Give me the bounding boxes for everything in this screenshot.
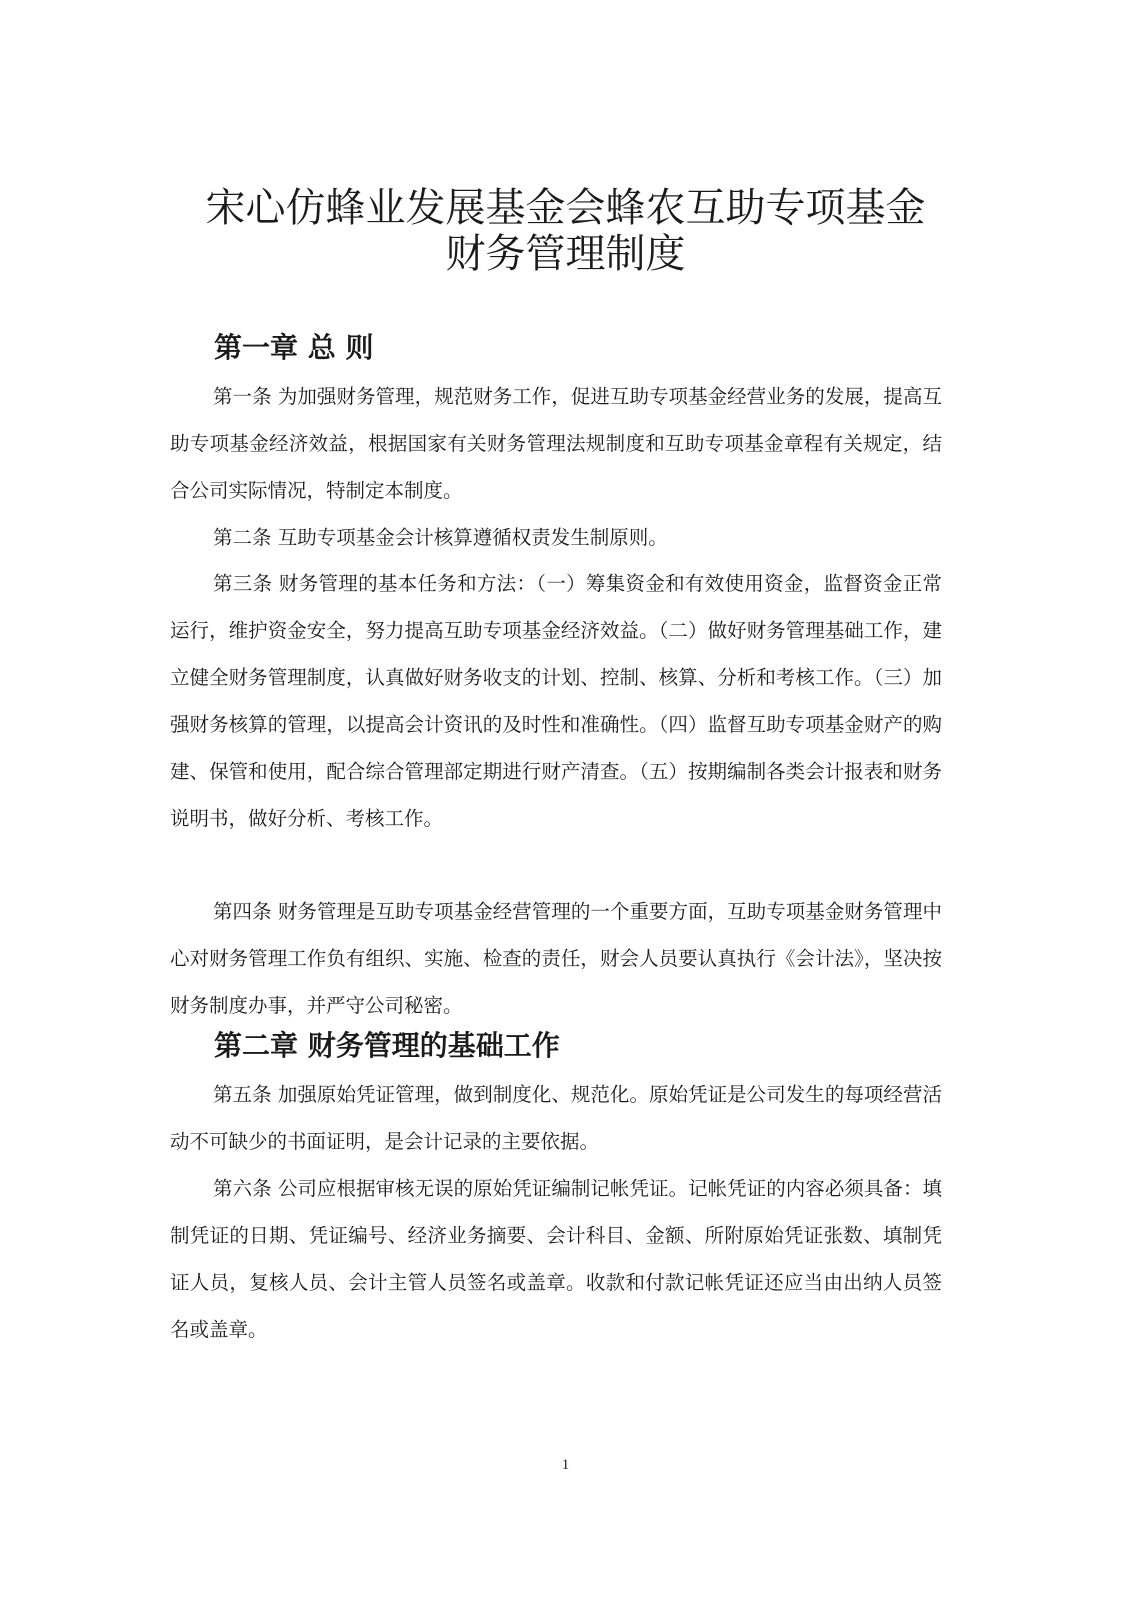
chapter-1-heading: 第一章 总 则: [214, 331, 374, 364]
article-4: 第四条 财务管理是互助专项基金经营管理的一个重要方面，互助专项基金财务管理中心对财务管理工作负有组织、实施、检查的责任，财会人员要认真执行《会计法》，坚决按财务制度办事，并严守公司秘密。: [170, 900, 942, 1017]
article-5: 第五条 加强原始凭证管理，做到制度化、规范化。原始凭证是公司发生的每项经营活动不可缺少的书面证明，是会计记录的主要依据。: [170, 1083, 942, 1153]
article-2: 第二条 互助专项基金会计核算遵循权责发生制原则。: [213, 526, 668, 549]
document-title-line-1: 宋心仿蜂业发展基金会蜂农互助专项基金: [205, 185, 926, 231]
page-number: 1: [561, 1457, 570, 1473]
chapter-2-heading: 第二章 财务管理的基础工作: [214, 1029, 560, 1062]
article-1: 第一条 为加强财务管理，规范财务工作，促进互助专项基金经营业务的发展，提高互助专项基金经济效益，根据国家有关财务管理法规制度和互助专项基金章程有关规定，结合公司实际情况，特制定本制度。: [170, 385, 942, 502]
article-3: 第三条 财务管理的基本任务和方法：（一）筹集资金和有效使用资金，监督资金正常运行，维护资金安全，努力提高互助专项基金经济效益。（二）做好财务管理基础工作，建立健全财务管理制度，认真做好财务收支的计划、控制、核算、分析和考核工作。（三）加强财务核算的管理，以提高会计资讯的及时性和准确性。（四）监督互助专项基金财产的购建、保管和使用，配合综合管理部定期进行财产清查。（五）按期编制各类会计报表和财务说明书，做好分析、考核工作。: [170, 572, 942, 830]
document-title-line-2: 财务管理制度: [445, 231, 686, 277]
article-6: 第六条 公司应根据审核无误的原始凭证编制记帐凭证。记帐凭证的内容必须具备：填制凭证的日期、凭证编号、经济业务摘要、会计科目、金额、所附原始凭证张数、填制凭证人员，复核人员、会计主管人员签名或盖章。收款和付款记帐凭证还应当由出纳人员签名或盖章。: [170, 1177, 942, 1341]
